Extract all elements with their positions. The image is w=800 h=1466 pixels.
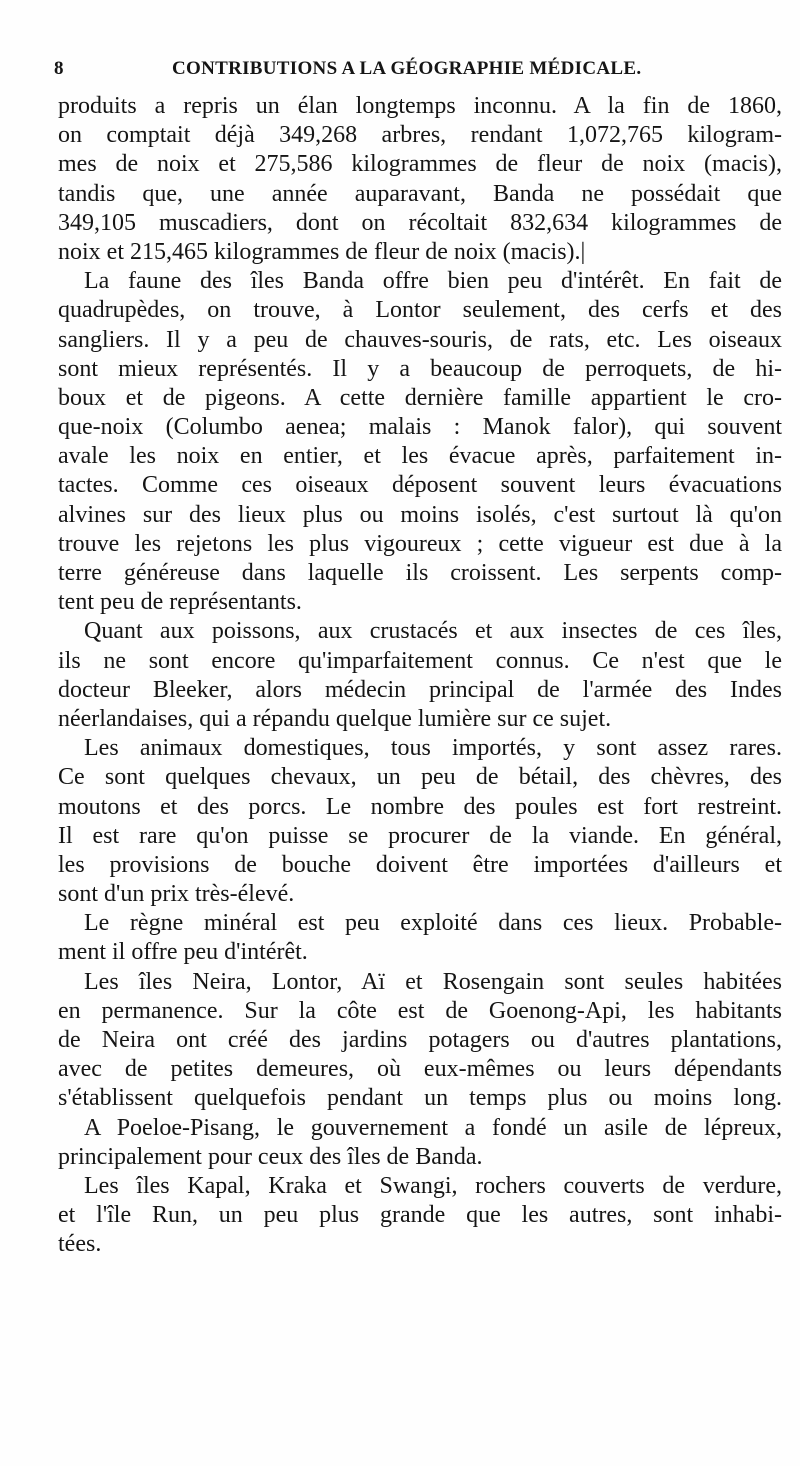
text-line: en permanence. Sur la côte est de Goenong-Api, les habitants <box>58 997 782 1024</box>
text-line: Il est rare qu'on puisse se procurer de la viande. En général, <box>58 822 782 849</box>
text-line: produits a repris un élan longtemps inconnu. A la fin de 1860, <box>58 93 782 119</box>
text-line: on comptait déjà 349,268 arbres, rendant 1,072,765 kilogram- <box>58 122 782 149</box>
text-line: que-noix (Columbo aenea; malais : Manok falor), qui souvent <box>58 414 782 441</box>
text-line: trouve les rejetons les plus vigoureux ; cette vigueur est due à la <box>58 530 782 557</box>
text-line: ils ne sont encore qu'imparfaitement connus. Ce n'est que le <box>58 647 782 674</box>
text-line: alvines sur des lieux plus ou moins isolés, c'est surtout là qu'on <box>58 501 782 528</box>
text-line: principalement pour ceux des îles de Banda. <box>58 1143 483 1170</box>
text-line: Les îles Neira, Lontor, Aï et Rosengain sont seules habitées <box>84 968 782 995</box>
text-line: A Poeloe-Pisang, le gouvernement a fondé un asile de lépreux, <box>84 1114 782 1141</box>
text-line: Les animaux domestiques, tous importés, y sont assez rares. <box>84 735 782 762</box>
text-line: tandis que, une année auparavant, Banda ne possédait que <box>58 180 782 207</box>
text-line: La faune des îles Banda offre bien peu d'intérêt. En fait de <box>84 268 782 295</box>
text-line: avec de petites demeures, où eux-mêmes ou leurs dépendants <box>58 1056 782 1083</box>
text-line: terre généreuse dans laquelle ils croissent. Les serpents comp- <box>58 560 782 586</box>
text-line: Quant aux poissons, aux crustacés et aux insectes de ces îles, <box>84 618 782 645</box>
text-line: avale les noix en entier, et les évacue après, parfaitement in- <box>58 443 782 470</box>
text-line: néerlandaises, qui a répandu quelque lumière sur ce sujet. <box>58 705 612 732</box>
text-line: Ce sont quelques chevaux, un peu de bétail, des chèvres, des <box>58 764 782 791</box>
text-line: mes de noix et 275,586 kilogrammes de fleur de noix (macis), <box>58 151 782 178</box>
text-line: sont mieux représentés. Il y a beaucoup de perroquets, de hi- <box>58 355 782 382</box>
running-head <box>54 58 784 86</box>
text-line: sangliers. Il y a peu de chauves-souris, de rats, etc. Les oiseaux <box>58 326 782 353</box>
text-line: boux et de pigeons. A cette dernière famille appartient le cro- <box>58 384 782 411</box>
text-line: et l'île Run, un peu plus grande que les autres, sont inhabi- <box>58 1202 782 1229</box>
text-line: les provisions de bouche doivent être importées d'ailleurs et <box>58 851 782 878</box>
text-line: moutons et des porcs. Le nombre des poules est fort restreint. <box>58 793 782 820</box>
text-line: noix et 215,465 kilogrammes de fleur de noix (macis).| <box>58 238 586 265</box>
text-line: 349,105 muscadiers, dont on récoltait 832,634 kilogrammes de <box>58 209 782 236</box>
text-line: quadrupèdes, on trouve, à Lontor seulement, des cerfs et des <box>58 297 782 324</box>
running-title: CONTRIBUTIONS A LA GÉOGRAPHIE MÉDICALE. <box>172 58 642 79</box>
text-line: ment il offre peu d'intérêt. <box>58 939 308 966</box>
text-line: tées. <box>58 1231 102 1258</box>
text-line: tactes. Comme ces oiseaux déposent souvent leurs évacuations <box>58 472 782 499</box>
text-line: de Neira ont créé des jardins potagers ou d'autres plantations, <box>58 1027 782 1053</box>
text-line: docteur Bleeker, alors médecin principal de l'armée des Indes <box>58 676 782 703</box>
body-text <box>58 92 782 1260</box>
text-line: s'établissent quelquefois pendant un temps plus ou moins long. <box>58 1085 782 1112</box>
text-line: sont d'un prix très-élevé. <box>58 881 295 908</box>
page-number: 8 <box>54 58 64 79</box>
text-line: Les îles Kapal, Kraka et Swangi, rochers couverts de verdure, <box>84 1172 782 1199</box>
text-line: tent peu de représentants. <box>58 589 302 616</box>
text-line: Le règne minéral est peu exploité dans ces lieux. Probable- <box>84 910 782 937</box>
